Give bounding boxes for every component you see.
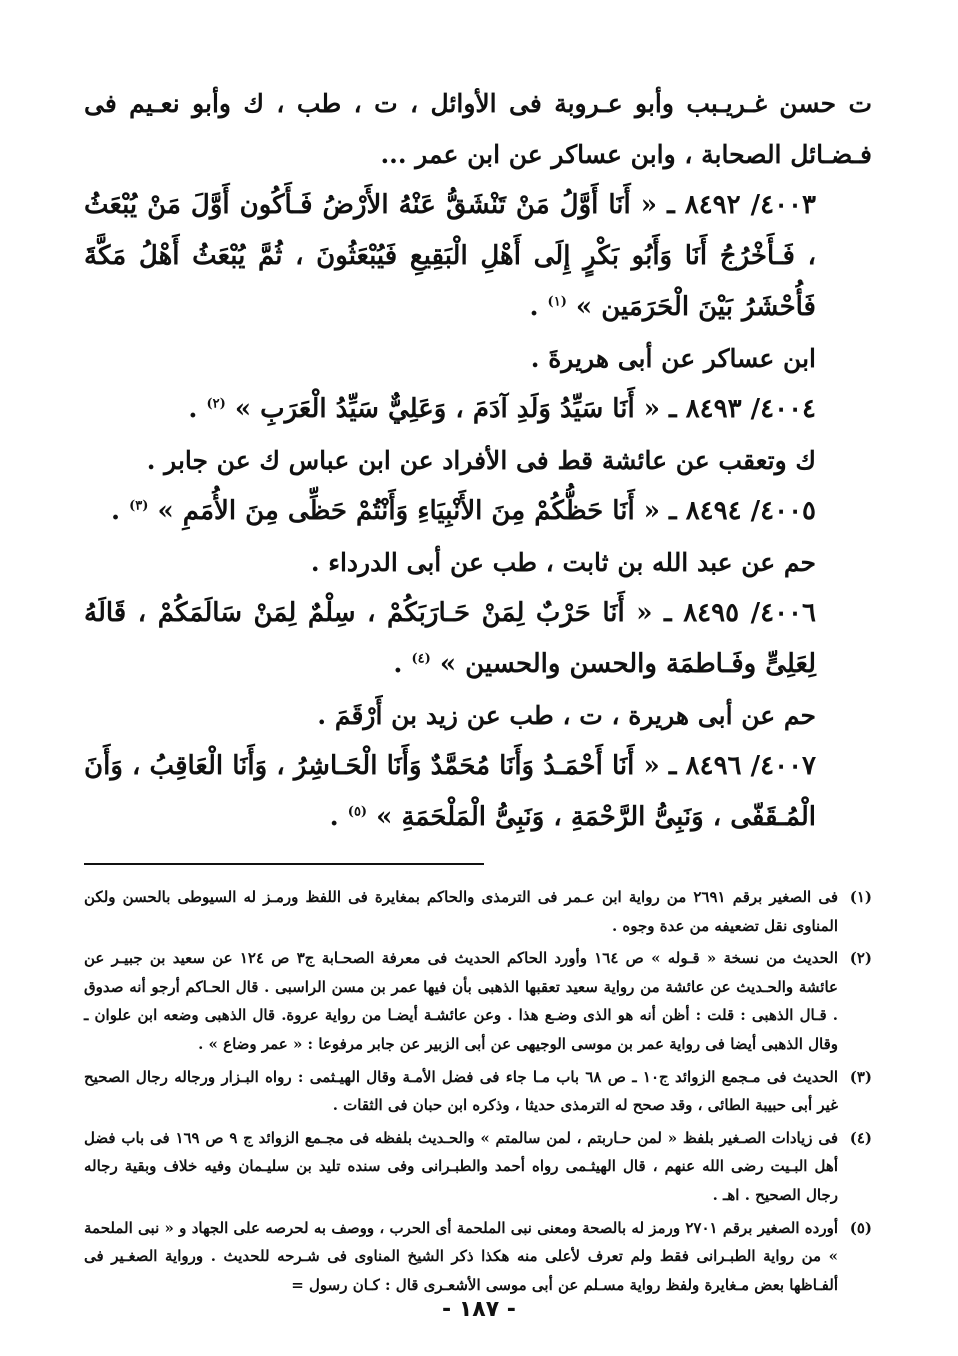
- footnote-ref: (٥): [347, 804, 368, 820]
- hadith-4006: ٤٠٠٦/ ٨٤٩٥ ـ « أَنَا حَرْبٌ لِمَنْ حَـارَبَكُمْ ، سِلْمٌ لِمَنْ سَالَمَكُمْ ، قَالَهُ لِعَلِىٍّ وفَـاطمَة والحسن والحسين » $^{(٤)}$ .: [84, 598, 816, 679]
- footnote-text: فى الصغير برقم ٢٦٩١ من رواية ابن عـمر فى الترمذى والحاكم بمغايرة فى اللفظ ورمـز له السيوطى بالحسن ولكن المناوى نقل تضعيفه من عدة وجوه .: [84, 888, 838, 935]
- footnote-text: الحديث من نسخة « قـوله » ص ١٦٤ وأورد الحاكم الحديث فى معرفة الصحـابة ج٣ ص ١٢٤ عن سعيد بن جبيـر عن عائشة والحـديث عن عائشة من رواية سعيد تعقبها الذهبى بأن فيها عمر بن مسن الراسبى . قال الحـاكم أرجو أنه صدوق . قـال الذهبى : قلت : أظن أنه هو الذى وضـع هذا . وعن عائشـة أيضـا من رواية عروة. قال الذهبى وضعه ابن علوان ـ وقال الذهبى أيضا فى رواية عمر بن موسى الوجيهى عن أبى الزبير عن جابر مرفوعا : « عمر وضاع » .: [84, 949, 838, 1053]
- hadith-4005: ٤٠٠٥/ ٨٤٩٤ ـ « أَنَا حَظُّكُمْ مِنَ الأَنْبِيَاءِ وَأَنْتُمْ حَظِّى مِنَ الأُمَمِ » $^{(٣)}$ .: [111, 496, 816, 526]
- footnote-number: (٤): [849, 1128, 872, 1147]
- footnote-number: (٣): [849, 1067, 872, 1086]
- footnote-number: (١): [849, 888, 872, 906]
- source-line: ك وتعقب عن عائشة قط فى الأفراد عن ابن عباس ك عن جابر .: [146, 446, 816, 475]
- footnote-4: [84, 1124, 872, 1210]
- footnote-number: (٥): [849, 1218, 872, 1237]
- hadith-4007: ٤٠٠٧/ ٨٤٩٦ ـ « أَنَا أَحْمَـدُ وَأَنَا مُحَمَّدٌ وَأَنَا الْحَـاشِرُ ، وَأَنَا الْعَاقِبُ ، وَأَنَ الْمُـقَفّى ، وَنَبِىُّ الرَّحْمَةِ ، وَنَبِىُّ الْمَلْحَمَةِ » $^{(٥)}$ .: [84, 751, 816, 832]
- footnote-ref: (٣): [129, 498, 149, 514]
- footnote-1: [84, 883, 872, 940]
- footnote-text: فى زيادات الصـغير بلفظ « لمن حـاربتم ، لمن سالمتم » والحـديث بلفظه فى مجـمع الزوائد ج ٩ ص ١٦٩ فى باب فضل أهل البـيت رضى الله عنهم ، قال الهيثـمى رواه أحمد والطبـرانى وفى سنده تليد بن سليـمان وفيه خلاف وبقية رجاله رجال الصحيح . اهـ .: [84, 1128, 838, 1204]
- footnote-2: [84, 944, 872, 1058]
- footnote-text: أورده الصغير برقم ٢٧٠١ ورمز له بالصحة ومعنى نبى الملحمة أى الحرب ، ووصف به لحرصه على الجهاد و « نبى الملحمة » من رواية الطبـرانى فقط ولم تعرف لأعلى منه هكذا ذكر الشيخ المناوى فى شـرحه للحديث . ورواية الصغـير فى ألفـاظها بعض مـغايرة ولفظ رواية مسـلم عن أبى موسى الأشعـرى قال : كـان رسول =: [84, 1218, 838, 1294]
- footnote-5: [84, 1214, 872, 1300]
- hadith-4003: ٤٠٠٣/ ٨٤٩٢ ـ « أَنَا أَوَّلُ مَنْ تَنْشَقُّ عَنْهُ الأَرْضُ فَـأَكُون أَوَّلَ مَنْ يُبْعَثُ ، فَـأَخْرُجُ أَنَا وَأَبُو بَكْرٍ إِلَى أَهْلِ الْبَقِيعِ فَيُبْعَثُونَ ، ثُمَّ يُبْعَثُ أَهْلُ مَكَّةَ فَأُحْشَرُ بَيْنَ الْحَرَمَين » $^{(١)}$ .: [84, 190, 816, 322]
- footnote-3: [84, 1063, 872, 1120]
- footnote-divider: [84, 863, 484, 865]
- footnote-ref: (٢): [206, 396, 226, 412]
- footnote-ref: (٤): [411, 651, 431, 667]
- hadith-4004: ٤٠٠٤/ ٨٤٩٣ ـ « أَنَا سَيِّدُ وَلَدِ آدَمَ ، وَعَلِيٌّ سَيِّدُ الْعَرَبِ » $^{(٢)}$ .: [188, 394, 816, 424]
- footnote-number: (٢): [849, 949, 872, 968]
- text-line: ت حسن غـريـبب وأبو عـروبة فى الأوائل ، ت ، طب ، ك وأبو نعـيم فى فـضـائل الصحابة ، وابن عساكر عن ابن عمر ...: [84, 89, 872, 169]
- main-text: [84, 78, 872, 843]
- source-line: ابن عساكر عن أبى هريرةَ .: [530, 344, 816, 373]
- footnote-text: الحديث فى مـجمع الزوائد ج١٠ ـ ص ٦٨ باب مـا جاء فى فضل الأمـة وقال الهيـثمى : رواه البـزار ورجاله رجال الصحيح غير أبى حبيبة الطائى ، وقد صحح له الترمذى حديثا ، وذكره ابن حبان فى الثقات .: [84, 1067, 838, 1115]
- source-line: حم عن عبد الله بن ثابت ، طب عن أبى الدرداء .: [310, 548, 816, 577]
- page-number: - ١٨٧ -: [442, 1297, 516, 1322]
- footnotes: [84, 883, 872, 1299]
- source-line: حم عن أبى هريرة ، ت ، طب عن زيد بن أَرْقَمَ .: [317, 701, 816, 730]
- footnote-ref: (١): [547, 294, 567, 310]
- page: [84, 78, 872, 1303]
